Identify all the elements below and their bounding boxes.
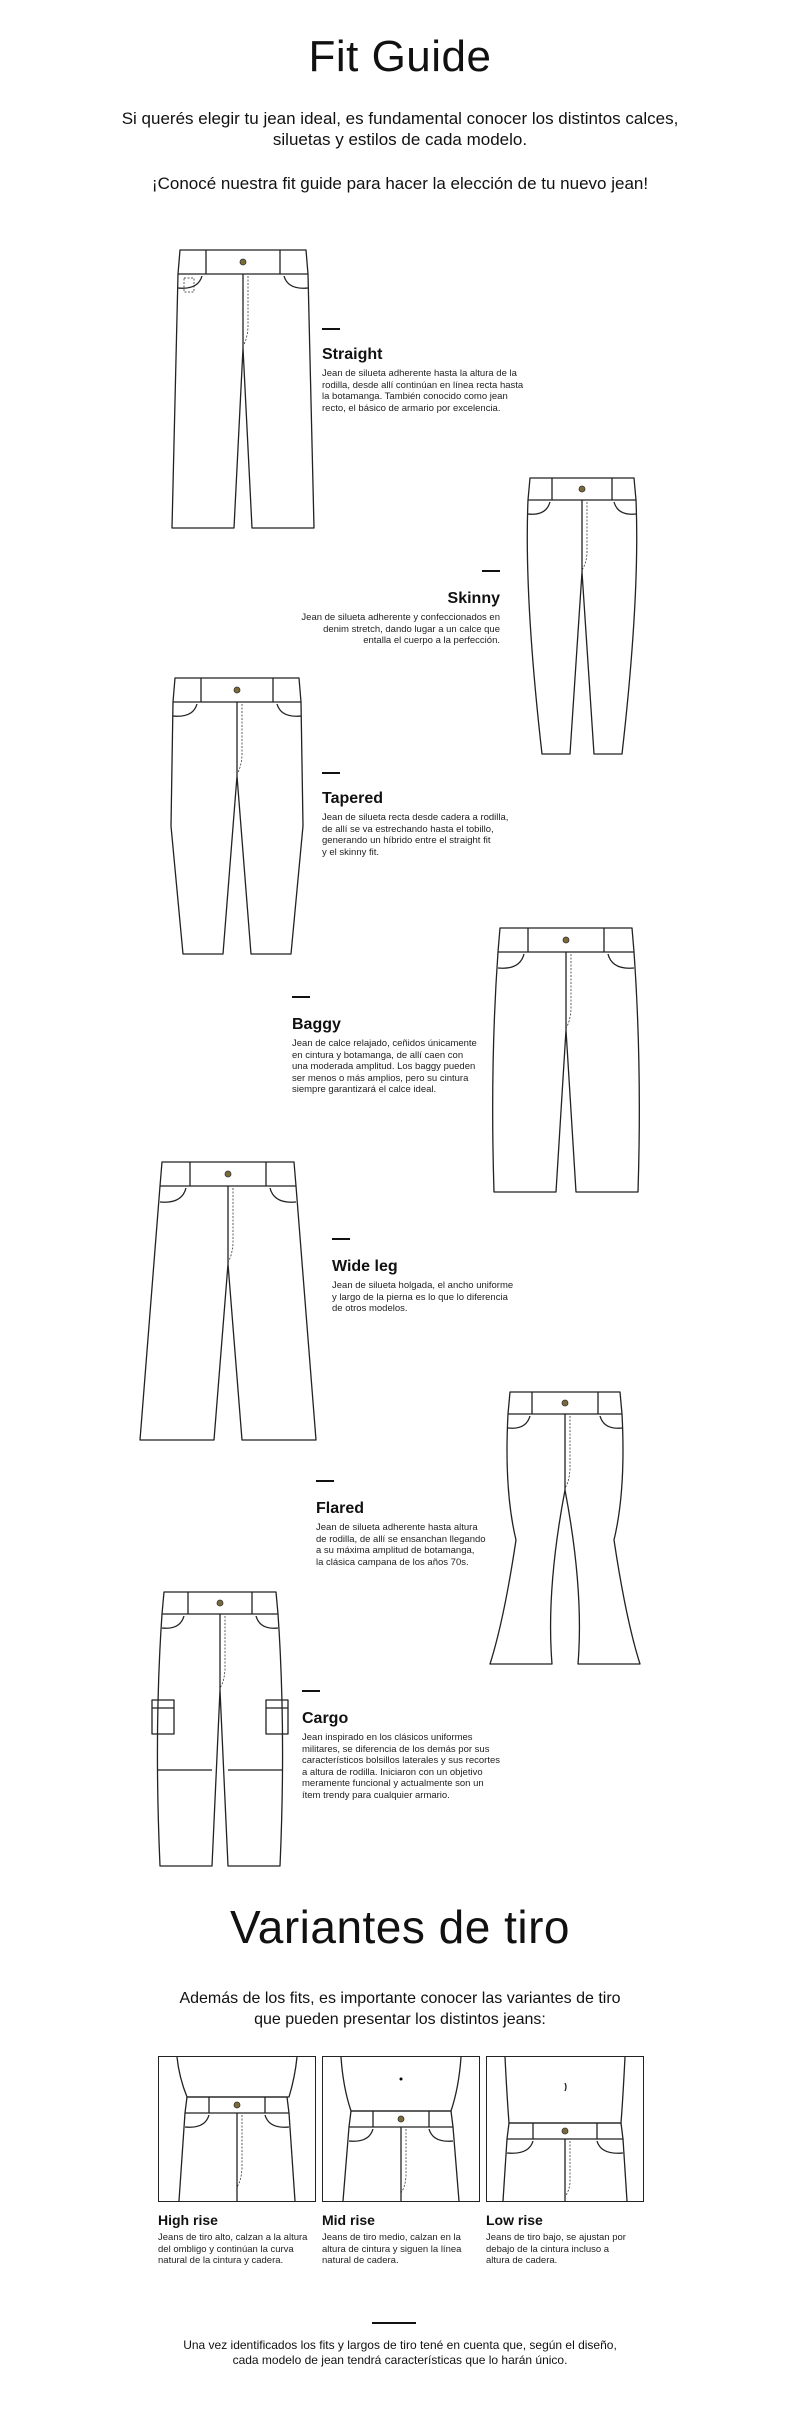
section-divider [302,1690,320,1692]
outro-text [140,2338,660,2368]
desc-line: natural de la cintura y cadera. [158,2255,284,2266]
low-rise-illustration [486,2056,644,2202]
desc-line: Jean de silueta adherente hasta altura [316,1522,478,1533]
desc-line: denim stretch, dando lugar a un calce que [323,623,500,635]
desc-line: altura de cintura y siguen la línea [322,2243,462,2255]
tapered-jeans-illustration [165,676,309,956]
desc-line: Jeans de tiro alto, calzan a la altura [158,2232,308,2243]
fit-desc-straight [322,368,552,414]
rise-name-low: Low rise [486,2212,543,2228]
section-divider [322,328,340,330]
rise-desc-high [158,2232,318,2267]
desc-line: de rodilla, de allí se ensanchan llegando [316,1533,486,1545]
outro-line: cada modelo de jean tendrá características que lo harán único. [232,2353,568,2367]
section-divider [332,1238,350,1240]
desc-line: en cintura y botamanga, de allí caen con [292,1049,464,1061]
desc-line: Jean de calce relajado, ceñidos únicamente [292,1038,477,1049]
desc-line: y el skinny fit. [322,846,380,858]
desc-line: meramente funcional y actualmente son un [302,1778,484,1789]
page-title: Fit Guide [308,32,492,81]
fit-name-tapered: Tapered [322,790,384,807]
high-rise-illustration [158,2056,316,2202]
fit-desc-skinny [290,612,500,647]
fit-desc-flared [316,1522,536,1568]
desc-line: entalla el cuerpo a la perfección. [363,635,500,646]
rise-name-mid: Mid rise [322,2212,375,2228]
skinny-jeans-illustration [520,476,644,756]
desc-line: rodilla, desde allí continúan en línea recta hasta [322,379,524,391]
fit-desc-cargo [302,1732,532,1801]
desc-line: la botamanga. También conocido como jean [322,391,508,402]
fit-name-skinny: Skinny [447,590,500,607]
desc-line: característicos bolsillos laterales y sus recortes [302,1755,500,1766]
fit-desc-tapered [322,812,552,858]
desc-line: la clásica campana de los años 70s. [316,1556,469,1568]
desc-line: a altura de rodilla. Iniciaron con un objetivo [302,1766,483,1778]
desc-line: una moderada amplitud. Los baggy pueden [292,1061,476,1072]
rise-desc-low [486,2232,646,2267]
rise-desc-mid [322,2232,482,2267]
fit-name-flared: Flared [316,1500,365,1517]
desc-line: Jean inspirado en los clásicos uniformes [302,1732,473,1743]
intro-cta: ¡Conocé nuestra fit guide para hacer la elección de tu nuevo jean! [151,174,649,193]
desc-line: Jean de silueta adherente hasta la altura de la [322,368,517,379]
section-divider [372,2322,416,2324]
desc-line: de otros modelos. [332,1303,408,1314]
rise-name-high: High rise [158,2212,218,2228]
desc-line: del ombligo y continúan la curva [158,2243,294,2255]
desc-line: Jean de silueta adherente y confeccionados en [301,612,500,623]
desc-line: militares, se diferencia de los demás por sus [302,1743,490,1755]
desc-line: ítem trendy para cualquier armario. [302,1789,450,1801]
intro-line: que pueden presentar los distintos jeans: [254,2011,546,2028]
straight-jeans-illustration [168,248,318,530]
section-divider [292,996,310,998]
desc-line: Jean de silueta recta desde cadera a rodilla, [322,812,509,823]
section-divider [322,772,340,774]
fit-name-wide-leg: Wide leg [332,1258,398,1275]
desc-line: altura de cadera. [486,2255,558,2266]
outro-line: Una vez identificados los fits y largos de tiro tené en cuenta que, según el diseño, [183,2338,617,2352]
fit-name-straight: Straight [322,346,383,363]
desc-line: natural de cadera. [322,2255,399,2266]
desc-line: Jeans de tiro bajo, se ajustan por [486,2232,626,2243]
intro-line: Además de los fits, es importante conocer las variantes de tiro [179,1990,621,2007]
rise-intro [100,1988,700,2030]
intro-line: Si querés elegir tu jean ideal, es fundamental conocer los distintos calces, [121,109,679,128]
section-divider [316,1480,334,1482]
section-divider [482,570,500,572]
intro-text [100,108,700,150]
fit-desc-baggy [292,1038,492,1096]
desc-line: debajo de la cintura incluso a [486,2243,610,2255]
desc-line: generando un híbrido entre el straight fit [322,835,491,846]
desc-line: siempre garantizará el calce ideal. [292,1084,437,1095]
desc-line: a su máxima amplitud de botamanga, [316,1545,475,1556]
desc-line: ser menos o más amplios, pero su cintura [292,1072,469,1084]
desc-line: recto, el básico de armario por excelencia. [322,402,501,414]
baggy-jeans-illustration [488,926,644,1194]
desc-line: Jeans de tiro medio, calzan en la [322,2232,461,2243]
cargo-jeans-illustration [150,1590,290,1868]
desc-line: Jean de silueta holgada, el ancho uniforme [332,1280,514,1291]
fit-desc-wide-leg [332,1280,562,1315]
fit-name-baggy: Baggy [292,1016,341,1033]
wide-leg-jeans-illustration [138,1160,318,1442]
section-title-rise: Variantes de tiro [229,1901,571,1953]
desc-line: y largo de la pierna es lo que lo diferencia [332,1291,508,1303]
intro-line: siluetas y estilos de cada modelo. [272,130,528,149]
mid-rise-illustration [322,2056,480,2202]
desc-line: de allí se va estrechando hasta el tobillo, [322,823,494,835]
fit-name-cargo: Cargo [302,1710,349,1727]
